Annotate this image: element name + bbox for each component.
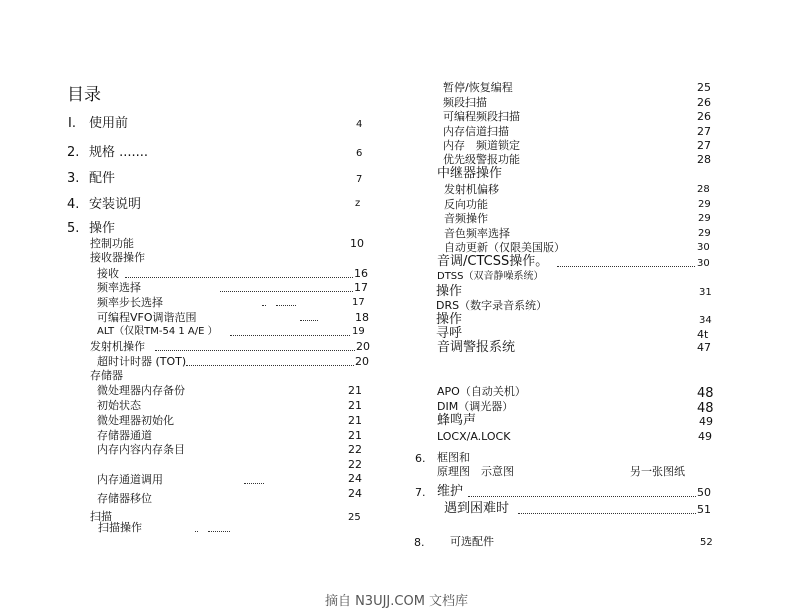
toc-num: 3. <box>67 171 80 186</box>
toc-entry-page: 48 <box>697 401 714 416</box>
toc-entry-label: 频率选择 <box>97 281 141 294</box>
toc-entry-page: 17 <box>354 281 368 294</box>
toc-entry-page: 21 <box>348 429 362 442</box>
dot-leader <box>244 483 264 484</box>
toc-entry-label: 操作 <box>436 312 463 327</box>
dot-leader <box>220 291 353 292</box>
toc-entry-page: 49 <box>698 430 712 443</box>
toc-entry-label: DTSS（双音静噪系统） <box>437 271 544 282</box>
toc-entry-label: 可选配件 <box>450 535 494 548</box>
toc-entry-label: 自动更新（仅限美国版） <box>444 241 565 254</box>
dot-leader <box>518 513 696 514</box>
toc-entry-label: LOCX/A.LOCK <box>437 430 511 443</box>
toc-entry-page: 30 <box>697 258 710 269</box>
toc-entry-label: 内存通道调用 <box>97 473 163 486</box>
toc-entry-label: 反向功能 <box>444 198 488 211</box>
toc-entry-label: 操作 <box>89 221 116 236</box>
toc-entry-page: 6 <box>356 148 363 159</box>
toc-entry-label: 原理图 示意图 <box>437 465 514 478</box>
toc-entry-label: 接收器操作 <box>90 251 145 264</box>
toc-entry-page: 另一张图纸 <box>630 465 685 478</box>
toc-entry-page: 22 <box>348 458 362 471</box>
toc-entry-label: 维护 <box>437 484 464 499</box>
toc-entry-label: 频段扫描 <box>443 96 487 109</box>
toc-entry-page: 7 <box>356 174 363 185</box>
toc-entry-page: 29 <box>698 213 711 224</box>
toc-entry-label: 控制功能 <box>90 237 134 250</box>
toc-entry-label: 可编程VFO调谐范围 <box>97 311 197 324</box>
toc-entry-page: 26 <box>697 110 711 123</box>
toc-entry-label: 框图和 <box>437 451 470 464</box>
page-title: 目录 <box>67 85 101 105</box>
toc-entry-label: 音色频率选择 <box>444 227 510 240</box>
dot-leader <box>276 305 296 306</box>
toc-entry-page: 4t <box>697 328 709 341</box>
toc-entry-label: 音调警报系统 <box>437 340 516 355</box>
toc-entry-page: 21 <box>348 414 362 427</box>
toc-entry-page: 20 <box>356 340 370 353</box>
toc-entry-label: 接收 <box>97 267 119 280</box>
toc-entry-label: 初始状态 <box>97 399 141 412</box>
toc-entry-label: 内存内容内存条目 <box>97 443 185 456</box>
toc-entry-label: 存储器 <box>90 369 123 382</box>
toc-entry-label: 发射机操作 <box>90 340 145 353</box>
toc-entry-page: 10 <box>350 237 364 250</box>
toc-entry-label: 优先级警报功能 <box>443 153 520 166</box>
toc-entry-label: 存储器通道 <box>97 429 152 442</box>
toc-entry-page: 16 <box>354 267 368 280</box>
toc-entry-page: 34 <box>699 315 712 326</box>
toc-entry-page: 20 <box>355 355 369 368</box>
toc-num: 8. <box>414 536 425 549</box>
toc-entry-label: 内存信道扫描 <box>443 125 509 138</box>
toc-entry-page: 17 <box>352 297 365 308</box>
toc-entry-label: 中继器操作 <box>437 166 503 181</box>
toc-entry-page: 22 <box>348 443 362 456</box>
toc-entry-label: 扫描 <box>90 510 112 523</box>
toc-entry-label: 蜂鸣声 <box>437 413 477 428</box>
toc-entry-page: 21 <box>348 384 362 397</box>
toc-entry-page: 18 <box>355 311 369 324</box>
dot-leader <box>230 335 350 336</box>
dot-leader <box>195 531 198 532</box>
toc-entry-page: 49 <box>699 415 713 428</box>
toc-entry-page: 51 <box>697 503 711 516</box>
toc-entry-page: z <box>355 198 361 209</box>
dot-leader <box>186 365 354 366</box>
toc-entry-page: 21 <box>348 399 362 412</box>
toc-entry-page: 19 <box>352 326 365 337</box>
toc-num: 7. <box>415 486 426 499</box>
toc-entry-label: 音调/CTCSS操作。 <box>437 254 549 269</box>
dot-leader <box>300 320 318 321</box>
toc-entry-label: 安装说明 <box>89 197 142 212</box>
toc-num: 5. <box>67 221 80 236</box>
toc-entry-page: 24 <box>348 472 362 485</box>
toc-entry-page: 27 <box>697 125 711 138</box>
toc-num: 4. <box>67 197 80 212</box>
toc-entry-page: 28 <box>697 153 711 166</box>
toc-entry-label: 暂停/恢复编程 <box>443 81 513 94</box>
toc-entry-page: 30 <box>697 242 710 253</box>
dot-leader <box>262 305 266 306</box>
toc-entry-page: 27 <box>697 139 711 152</box>
toc-entry-label: 遇到困难时 <box>444 501 510 516</box>
toc-entry-page: 31 <box>699 287 712 298</box>
dot-leader <box>155 350 355 351</box>
toc-entry-page: 26 <box>697 96 711 109</box>
toc-entry-label: 配件 <box>89 171 116 186</box>
dot-leader <box>468 496 696 497</box>
toc-entry-label: 可编程频段扫描 <box>443 110 520 123</box>
toc-num: I. <box>68 116 76 131</box>
dot-leader <box>557 266 695 267</box>
dot-leader <box>208 531 230 532</box>
toc-entry-page: 47 <box>697 341 711 354</box>
toc-entry-label: 规格 ....... <box>89 145 149 160</box>
toc-entry-page: 52 <box>700 537 713 548</box>
toc-entry-page: 48 <box>697 386 714 401</box>
toc-entry-label: ALT（仅限TM-54 1 A/E ） <box>97 326 218 337</box>
toc-entry-page: 50 <box>697 486 711 499</box>
toc-entry-page: 29 <box>698 228 711 239</box>
page-footer: 摘自 N3UJJ.COM 文档库 <box>324 594 469 609</box>
toc-entry-label: 音频操作 <box>444 212 488 225</box>
toc-entry-label: 超时计时器 (TOT) <box>97 355 187 368</box>
toc-entry-page: 29 <box>698 199 711 210</box>
toc-entry-label: 存储器移位 <box>97 492 152 505</box>
toc-entry-page: 28 <box>697 184 710 195</box>
toc-entry-label: 微处理器内存备份 <box>97 384 185 397</box>
toc-entry-label: DRS（数字录音系统） <box>436 299 548 312</box>
toc-num: 6. <box>415 452 426 465</box>
toc-entry-page: 25 <box>348 512 361 523</box>
toc-entry-label: 频率步长选择 <box>97 296 163 309</box>
toc-entry-label: 内存 频道锁定 <box>443 139 520 152</box>
toc-num: 2. <box>67 145 80 160</box>
toc-entry-label: 使用前 <box>89 116 129 131</box>
toc-entry-page: 4 <box>356 119 363 130</box>
toc-entry-page: 25 <box>697 81 711 94</box>
toc-entry-label: 操作 <box>436 284 463 299</box>
toc-entry-label: 微处理器初始化 <box>97 414 174 427</box>
toc-entry-label: 发射机偏移 <box>444 183 499 196</box>
toc-entry-label: DIM（调光器） <box>437 400 514 413</box>
dot-leader <box>125 277 353 278</box>
toc-entry-page: 24 <box>348 487 362 500</box>
toc-entry-label: 扫描操作 <box>98 521 142 534</box>
toc-entry-label: 寻呼 <box>436 326 463 341</box>
toc-entry-label: APO（自动关机） <box>437 385 526 398</box>
